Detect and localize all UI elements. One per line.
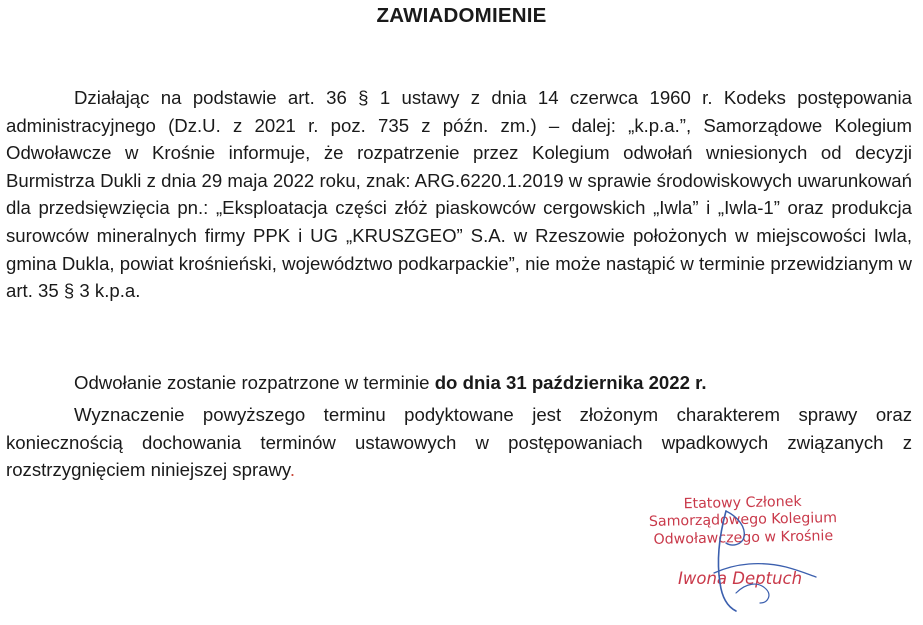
paragraph-main: Działając na podstawie art. 36 § 1 ustawy z dnia 14 czerwca 1960 r. Kodeks postępowania administracyjnego (Dz.U. z 2021 r. poz. 735 z późn. zm.) – dalej: „k.p.a.”, Samorządowe Kolegium Odwoławcze w Krośnie informuje, że rozpatrzenie przez Kolegium odwołań wniesionych od decyzji Burmistrza Dukli z dnia 29 maja 2022 roku, znak: ARG.6220.1.2019 w sprawie środowiskowych uwarunkowań dla przedsięwzięcia pn.: „Eksploatacja części złóż piaskowców cergowskich „Iwla” i „Iwla-1” oraz produkcja surowców mineralnych firmy PPK i UG „KRUSZGEO” S.A. w Rzeszowie położonych w miejscowości Iwla, gmina Dukla, powiat krośnieński, województwo podkarpackie”, nie może nastąpić w terminie przewidzianym w art. 35 § 3 k.p.a. xyxy=(6,87,912,302)
signature-stamp xyxy=(618,495,868,615)
handwritten-signature-icon xyxy=(706,503,826,615)
stamp-line-location: Odwoławczego w Krośnie xyxy=(653,527,834,548)
deadline-date: do dnia 31 października 2022 r. xyxy=(434,372,707,393)
document-title: ZAWIADOMIENIE xyxy=(376,4,547,27)
stamp-line-position: Etatowy Członek xyxy=(683,493,802,513)
signatory-name: Iwona Deptuch xyxy=(678,569,803,588)
stamp-line-institution: Samorządowego Kolegium xyxy=(648,510,838,531)
paragraph-justification xyxy=(6,401,912,484)
justification-period: . xyxy=(289,459,295,481)
deadline-text: Odwołanie zostanie rozpatrzone w terminie xyxy=(74,372,435,393)
paragraph-deadline xyxy=(6,369,912,397)
justification-text: Wyznaczenie powyższego terminu podyktowane jest złożonym charakterem sprawy oraz koniecznością dochowania terminów ustawowych w postępowaniach wpadkowych związanych z rozstrzygnięciem niniejszej sprawy xyxy=(6,404,912,481)
